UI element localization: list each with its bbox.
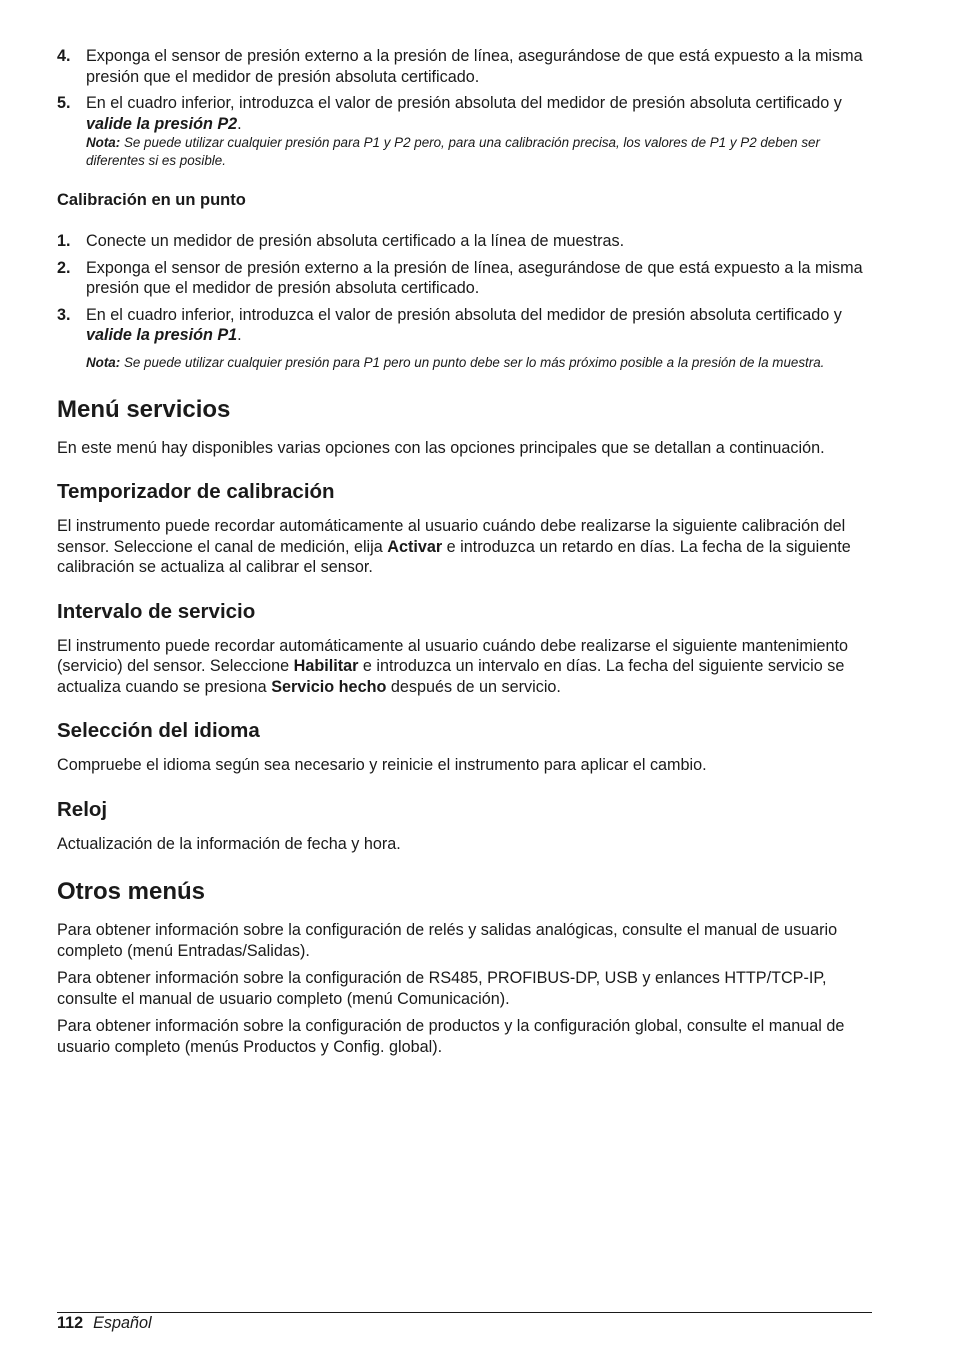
section-heading-one-point: Calibración en un punto <box>57 191 246 209</box>
note-label: Nota: <box>86 354 121 370</box>
other-menus-paragraph: Para obtener información sobre la configuración de RS485, PROFIBUS-DP, USB y enlances HTTP/TCP-IP, consulte el manual de usuario completo (menú Comunicación). <box>57 969 827 1008</box>
step-2 <box>57 258 873 299</box>
step-emphasis: valide la presión P1 <box>86 326 238 344</box>
note <box>86 354 873 372</box>
step-number: 2. <box>57 258 71 277</box>
step-text: En el cuadro inferior, introduzca el valor de presión absoluta del medidor de presión absoluta certificado y <box>86 94 842 112</box>
step-text: Exponga el sensor de presión externo a la presión de línea, asegurándose de que está expuesto a la misma presión que el medidor de presión absoluta certificado. <box>86 258 863 297</box>
step-1 <box>57 231 873 252</box>
service-interval-text: El instrumento puede recordar automáticamente al usuario cuándo debe realizarse el siguiente mantenimiento (servicio) del sensor. Seleccione Habilitar e introduzca un intervalo en días. La fecha del siguiente servicio se actualiza cuando se presiona Servicio hecho después de un servicio. <box>57 636 848 696</box>
heading-services: Menú servicios <box>57 395 231 423</box>
page-content <box>57 46 873 1064</box>
other-menus-paragraph: Para obtener información sobre la configuración de relés y salidas analógicas, consulte el manual de usuario completo (menú Entradas/Salidas). <box>57 921 838 960</box>
step-3: 3. En el cuadro inferior, introduzca el valor de presión absoluta del medidor de presión absoluta certificado y valide la presión P1. Nota: Se puede utilizar cualquier presión para P1 pero un punto debe ser lo más próximo posible a la presión de la muestra. <box>57 305 873 372</box>
heading-clock: Reloj <box>57 797 108 821</box>
note-text: Se puede utilizar cualquier presión para P1 y P2 pero, para una calibración precisa, los valores de P1 y P2 deben ser diferentes si es posible. <box>86 135 820 168</box>
step-emphasis: valide la presión P2 <box>86 114 238 133</box>
page-number: 112 <box>57 1314 84 1332</box>
footer-language: Español <box>93 1314 152 1332</box>
step-text: Exponga el sensor de presión externo a la presión de línea, asegurándose de que está expuesto a la misma presión que el medidor de presión absoluta certificado. <box>86 47 863 86</box>
step-4 <box>57 46 873 87</box>
step-number: 1. <box>57 232 71 250</box>
heading-calibration-timer: Temporizador de calibración <box>57 480 335 503</box>
heading-language: Selección del idioma <box>57 719 260 742</box>
page-footer <box>57 1312 872 1333</box>
clock-text: Actualización de la información de fecha y hora. <box>57 834 401 853</box>
other-menus-paragraph: Para obtener información sobre la configuración de productos y la configuración global, consulte el manual de usuario completo (menús Productos y Config. global). <box>57 1017 845 1056</box>
step-number: 3. <box>57 305 71 324</box>
step-number: 4. <box>57 47 71 65</box>
note-label: Nota: <box>86 135 121 150</box>
step-number: 5. <box>57 94 71 112</box>
heading-other-menus: Otros menús <box>57 878 206 905</box>
heading-service-interval: Intervalo de servicio <box>57 599 256 623</box>
step-5: 5. En el cuadro inferior, introduzca el valor de presión absoluta del medidor de presión absoluta certificado y valide la presión P2. Nota: Se puede utilizar cualquier presión para P1 y P2 pero, para una calibración precisa, los valores de P1 y P2 deben ser diferentes si es posible. <box>57 93 873 170</box>
note <box>86 134 873 170</box>
calibration-timer-text: El instrumento puede recordar automáticamente al usuario cuándo debe realizarse la siguiente calibración del sensor. Seleccione el canal de medición, elija Activar e introduzca un retardo en días. La fecha de la siguiente calibración se actualiza al calibrar el sensor. <box>57 517 851 576</box>
step-text: Conecte un medidor de presión absoluta certificado a la línea de muestras. <box>86 232 625 250</box>
note-text: Se puede utilizar cualquier presión para P1 pero un punto debe ser lo más próximo posible a la presión de la muestra. <box>120 354 825 370</box>
step-text: En el cuadro inferior, introduzca el valor de presión absoluta del medidor de presión absoluta certificado y <box>86 305 842 324</box>
services-intro: En este menú hay disponibles varias opciones con las opciones principales que se detallan a continuación. <box>57 438 825 457</box>
language-text: Compruebe el idioma según sea necesario y reinicie el instrumento para aplicar el cambio. <box>57 756 707 774</box>
